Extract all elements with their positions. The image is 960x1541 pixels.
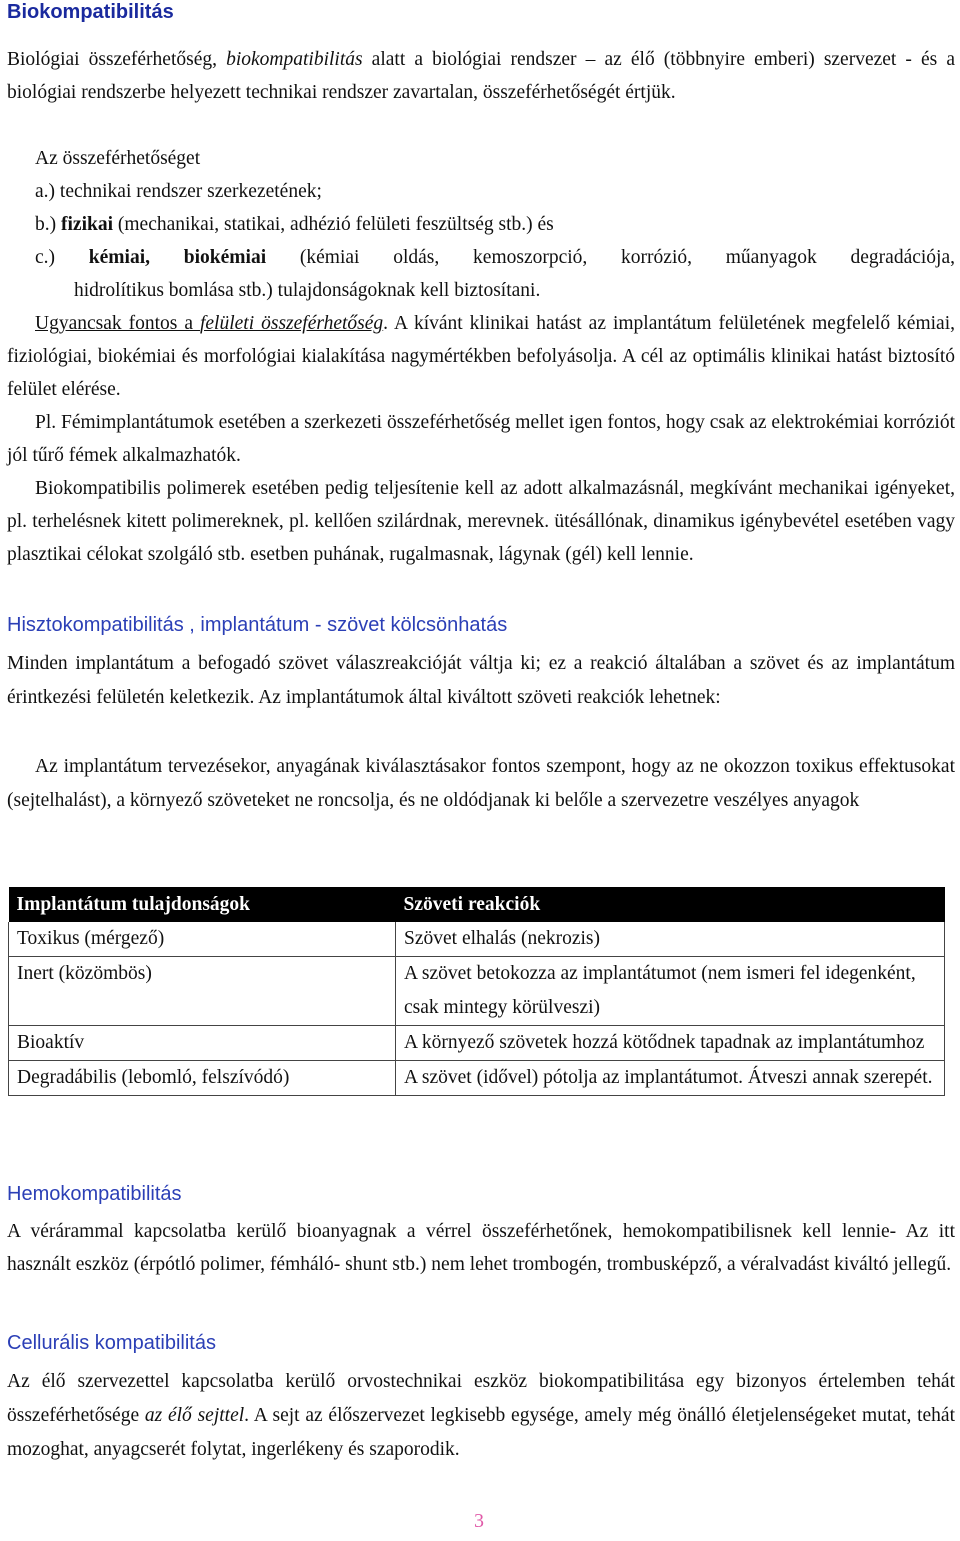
paragraph-metal-implants: Pl. Fémimplantátumok esetében a szerkezeti összeférhetőség mellet igen fontos, hogy csak az elektrokémiai korróziót jól tűrő fémek alkalmazhatók. <box>7 412 955 466</box>
table-cell-reaction: A szövet betokozza az implantátumot (nem ismeri fel idegenként, csak mintegy körülveszi) <box>396 957 945 1026</box>
paragraph-definition: Biológiai összeférhetőség, biokompatibilitás alatt a biológiai rendszer – az élő (többnyire emberi) szervezet - és a biológiai rendszerbe helyezett technikai rendszer zavartalan, összeférhetőségét értjük. <box>7 49 956 103</box>
list-intro: Az összeférhetőséget <box>35 148 201 169</box>
list-item-b: b.) fizikai (mechanikai, statikai, adhézió felületi feszültség stb.) és <box>35 214 554 235</box>
paragraph-surface-compatibility: Ugyancsak fontos a felületi összeférhetőség. A kívánt klinikai hatást az implantátum felületének megfelelő kémiai, fiziológiai, biokémiai és morfológiai kialakítása nagymértékben befolyásolja. A cél az optimális klinikai hatást biztosító felület elérése. <box>7 313 955 400</box>
paragraph-design-considerations: Az implantátum tervezésekor, anyagának kiválasztásakor fontos szempont, hogy az ne okozzon toxikus effektusokat (sejtelhalást), a környező szöveteket ne roncsolja, és ne oldódjanak ki belőle a szervezetre veszélyes anyagok <box>7 756 955 811</box>
table-row <box>9 922 945 957</box>
table-cell-reaction: Szövet elhalás (nekrozis) <box>396 922 945 957</box>
table-row <box>9 957 945 1026</box>
page-number: 3 <box>474 1510 484 1532</box>
table-header-reactions: Szöveti reakciók <box>396 887 945 922</box>
section-title-hemokompatibilitas: Hemokompatibilitás <box>7 1183 182 1205</box>
section-title-hisztokompatibilitas: Hisztokompatibilitás , implantátum - szövet kölcsönhatás <box>7 614 508 636</box>
table-header-properties: Implantátum tulajdonságok <box>9 887 396 922</box>
emphasis-living-cell: az élő sejttel <box>144 1405 245 1426</box>
table-cell-property: Inert (közömbös) <box>9 957 396 1026</box>
emphasis-term: biokompatibilitás <box>226 49 363 70</box>
paragraph-polymers: Biokompatibilis polimerek esetében pedig teljesítenie kell az adott alkalmazásnál, megkívánt mechanikai igényeket, pl. terhelésnek kitett polimereknek, pl. kellően szilárdnak, merevnek. ütésállónak, dinamikus igénybevétel esetében vagy plasztikai célokat szolgáló stb. esetben puhának, rugalmasnak, lágynak (gél) kell lennie. <box>7 478 955 565</box>
table-row <box>9 1026 945 1061</box>
table-cell-reaction: A környező szövetek hozzá kötődnek tapadnak az implantátumhoz <box>396 1026 945 1061</box>
paragraph-blood-compatibility: A vérárammal kapcsolatba kerülő bioanyagnak a vérrel összeférhetőnek, hemokompatibilisnek kell lennie- Az itt használt eszköz (érpótló polimer, fémháló- shunt stb.) nem lehet trombogén, trombusképző, a véralvadást kiváltó jellegű. <box>7 1221 955 1275</box>
table-cell-reaction: A szövet (idővel) pótolja az implantátumot. Átveszi annak szerepét. <box>396 1061 945 1096</box>
list-item-c: c.) kémiai, biokémiai (kémiai oldás, kemoszorpció, korrózió, műanyagok degradációja, <box>35 247 955 268</box>
table-cell-property: Toxikus (mérgező) <box>9 922 396 957</box>
table-row <box>9 1061 945 1096</box>
section-title-cellularis: Cellurális kompatibilitás <box>7 1332 216 1354</box>
table-cell-property: Degradábilis (lebomló, felszívódó) <box>9 1061 396 1096</box>
list-item-c-continuation: hidrolítikus bomlása stb.) tulajdonságoknak kell biztosítani. <box>74 280 541 301</box>
list-item-a: a.) technikai rendszer szerkezetének; <box>35 181 322 202</box>
table-header-row <box>9 887 945 922</box>
table-cell-property: Bioaktív <box>9 1026 396 1061</box>
implant-properties-table <box>8 887 945 1096</box>
section-title-biokompatibilitas: Biokompatibilitás <box>7 1 174 23</box>
paragraph-tissue-reaction: Minden implantátum a befogadó szövet válaszreakcióját váltja ki; ez a reakció általában a szövet és az implantátum érintkezési felületén keletkezik. Az implantátumok által kiváltott szöveti reakciók lehetnek: <box>7 653 955 708</box>
paragraph-cellular-compatibility: Az élő szervezettel kapcsolatba kerülő orvostechnikai eszköz biokompatibilitása egy bizonyos értelemben tehát összeférhetősége az élő sejttel. A sejt az élőszervezet legkisebb egysége, amely még önálló életjelenségeket mutat, tehát mozoghat, anyagcserét folytat, ingerlékeny és szaporodik. <box>7 1371 955 1460</box>
